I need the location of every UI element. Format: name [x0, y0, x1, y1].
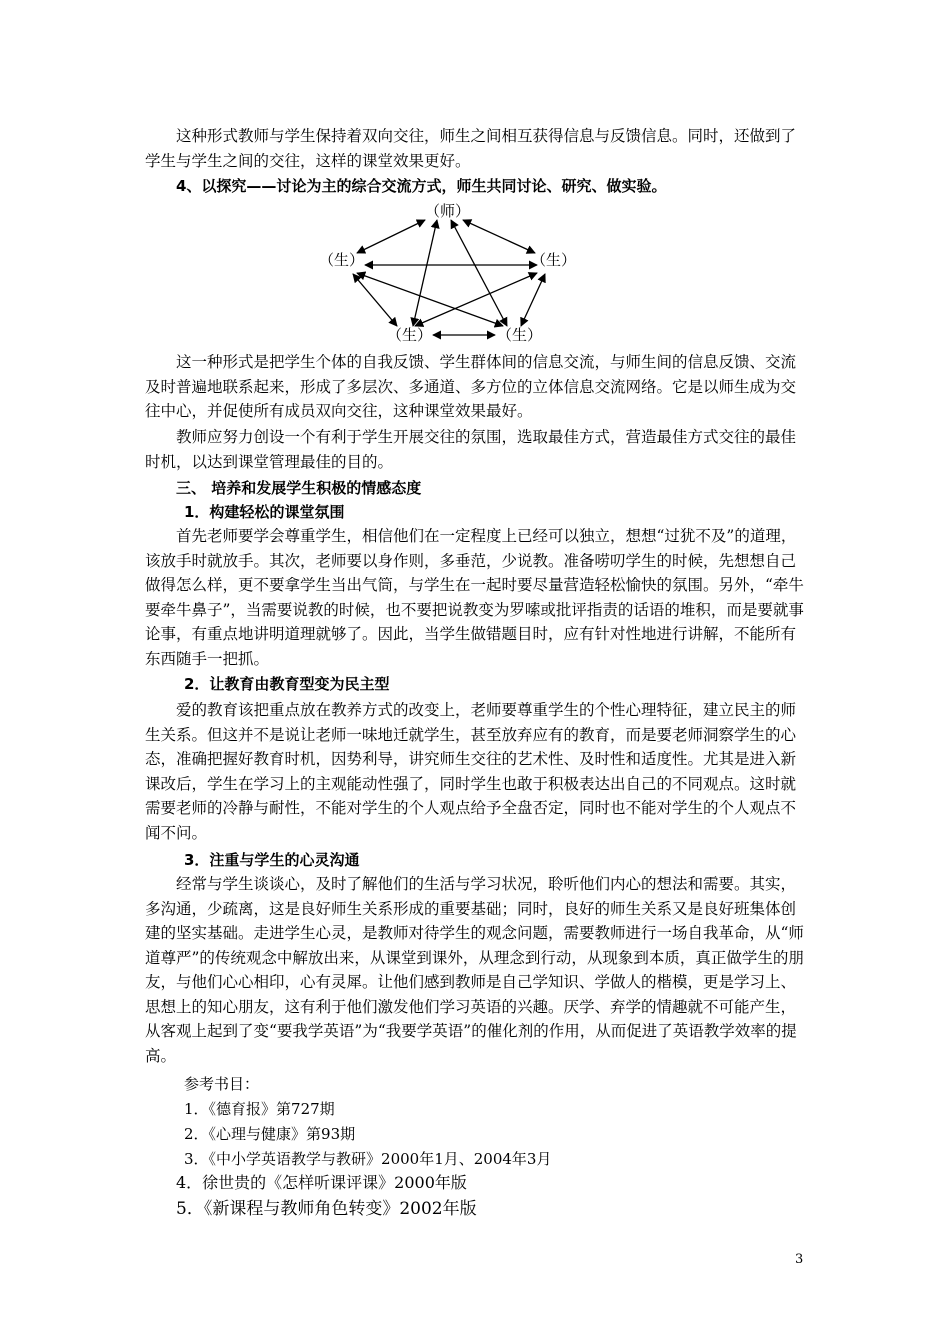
- node-student-bottom-left: （生）: [387, 326, 433, 344]
- paragraph-two-way-interaction: 这种形式教师与学生保持着双向交往，师生之间相互获得信息与反馈信息。同时，还做到了学生与学生之间的交往，这样的课堂效果更好。: [145, 127, 797, 170]
- paragraph-relaxed-atmosphere: 首先老师要学会尊重学生，相信他们在一定程度上已经可以独立，想想“过犹不及”的道理，该放手时就放手。其次，老师要以身作则，多垂范，少说教。准备唠叨学生的时候，先想想自己做得怎么样，更不要拿学生当出气筒，与学生在一起时要尽量营造轻松愉快的氛围。另外，“牵牛要牵牛鼻子”，当需要说教的时候，也不要把说教变为罗嗦或批评指责的话语的堆积，而是要就事论事，有重点地讲明道理就够了。因此，当学生做错题目时，应有针对性地进行讲解，不能所有东西随手一把抓。: [145, 527, 804, 668]
- node-teacher: （师）: [425, 202, 471, 220]
- paragraph-heart-communication: 经常与学生谈谈心，及时了解他们的生活与学习状况，聆听他们内心的想法和需要。其实，多沟通，少疏离，这是良好师生关系形成的重要基础；同时，良好的师生关系又是良好班集体创建的坚实基础。走进学生心灵，是教师对待学生的观念问题，需要教师进行一场自我革命，从“师道尊严”的传统观念中解放出来，从课堂到课外，从理念到行动，从现象到本质，真正做学生的朋友，与他们心心相印，心有灵犀。让他们感到教师是自己学知识、学做人的楷模，更是学习上、思想上的知心朋友，这有利于他们激发他们学习英语的兴趣。厌学、弃学的情趣就不可能产生，从客观上起到了变“要我学英语”为“我要学英语”的催化剂的作用，从而促进了英语教学效率的提高。: [145, 875, 804, 1065]
- reference-item: 4．徐世贵的《怎样听课评课》2000年版: [176, 1173, 467, 1192]
- paragraph-comprehensive-exchange: 这一种形式是把学生个体的自我反馈、学生群体间的信息交流，与师生间的信息反馈、交流及时普遍地联系起来，形成了多层次、多通道、多方位的立体信息交流网络。它是以师生成为交往中心，并促使所有成员双向交往，这种课堂效果最好。: [145, 353, 797, 420]
- paragraph-teacher-atmosphere: 教师应努力创设一个有利于学生开展交往的氛围，选取最佳方式，营造最佳方式交往的最佳时机，以达到课堂管理最佳的目的。: [145, 428, 797, 471]
- node-student-right: （生）: [531, 251, 577, 269]
- arrow-right-bottom-right: [521, 274, 545, 326]
- paragraph-democratic-education: 爱的教育该把重点放在教养方式的改变上，老师要尊重学生的个性心理特征，建立民主的师生关系。但这并不是说让老师一味地迁就学生，甚至放弃应有的教育，而是要老师洞察学生的心态，准确把握好教育时机，因势利导，讲究师生交往的艺术性、及时性和适度性。尤其是进入新课改后，学生在学习上的主观能动性强了，同时学生也敢于积极表达出自己的不同观点。这时就需要老师的冷静与耐性，不能对学生的个人观点给予全盘否定，同时也不能对学生的个人观点不闻不问。: [145, 701, 797, 842]
- arrow-teacher-bottom-left: [413, 220, 437, 326]
- reference-item: 5．《新课程与教师角色转变》2002年版: [176, 1199, 477, 1219]
- reference-item: 2．《心理与健康》第93期: [184, 1125, 356, 1143]
- heading-method-4: 4、以探究——讨论为主的综合交流方式，师生共同讨论、研究、做实验。: [176, 177, 667, 195]
- subheading-1: 1．构建轻松的课堂氛围: [184, 503, 345, 521]
- node-student-bottom-right: （生）: [497, 326, 543, 344]
- arrow-teacher-right: [463, 220, 535, 253]
- subheading-3: 3．注重与学生的心灵沟通: [184, 851, 360, 869]
- arrow-teacher-left: [357, 220, 425, 253]
- interaction-diagram: [315, 198, 585, 348]
- section-heading-3: 三、 培养和发展学生积极的情感态度: [176, 479, 422, 497]
- reference-item: 3．《中小学英语教学与教研》2000年1月、2004年3月: [184, 1150, 552, 1168]
- node-student-left: （生）: [319, 251, 365, 269]
- references-title: 参考书目：: [184, 1075, 260, 1093]
- subheading-2: 2．让教育由教育型变为民主型: [184, 675, 390, 693]
- arrow-left-bottom-left: [353, 274, 397, 326]
- page-number: 3: [795, 1252, 804, 1267]
- arrow-right-bottom-left: [415, 273, 537, 326]
- arrow-left-bottom-right: [357, 273, 503, 326]
- reference-item: 1．《德育报》第727期: [184, 1100, 335, 1118]
